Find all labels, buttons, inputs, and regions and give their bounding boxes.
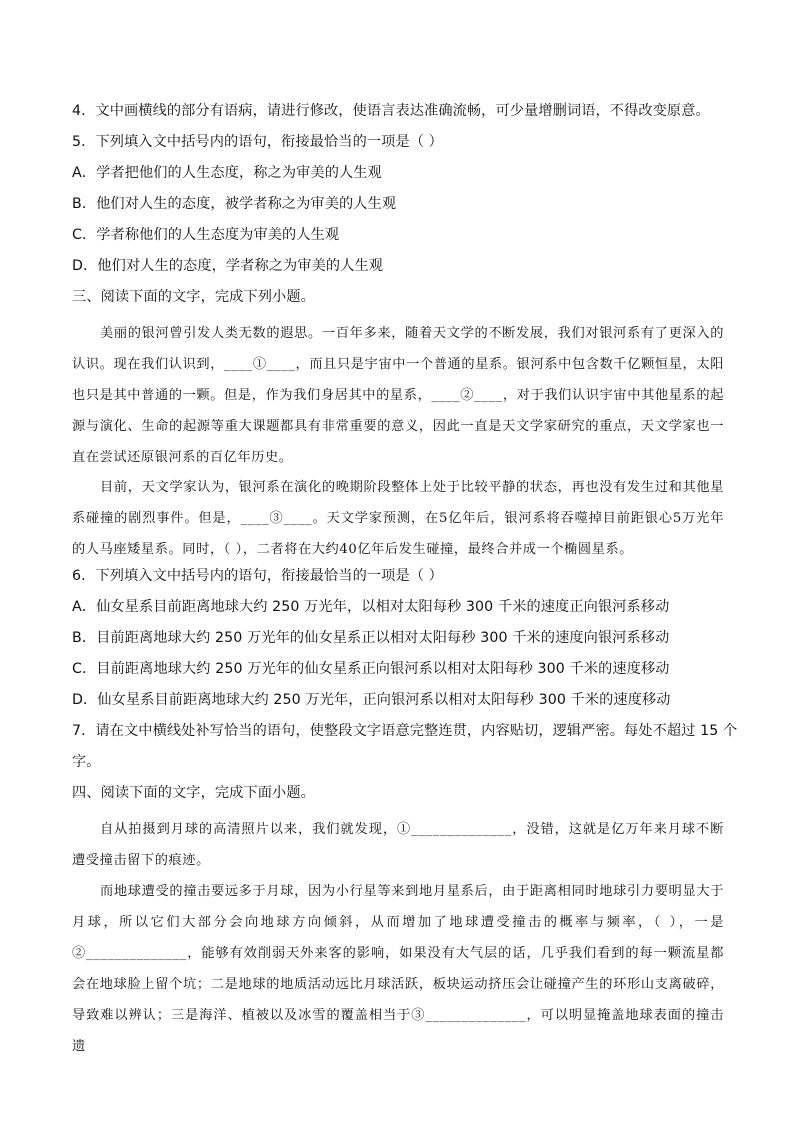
question-6-option-c: C．目前距离地球大约 250 万光年的仙女星系正向银河系以相对太阳每秒 300 千米的速度移动 [72, 661, 670, 677]
section-4-paragraph-1: 自从拍摄到月球的高清照片以来，我们就发现，①______________，没错，这就是亿万年来月球不断遭受撞击留下的痕迹。 [72, 822, 724, 868]
section-4-passage [72, 814, 724, 876]
section-3-passage [72, 318, 724, 473]
question-6-option-b: B．目前距离地球大约 250 万光年的仙女星系正以相对太阳每秒 300 千米的速度向银河系移动 [72, 630, 670, 646]
question-6-stem: 6．下列填入文中括号内的语句，衔接最恰当的一项是（ ） [72, 568, 443, 584]
question-5-stem: 5．下列填入文中括号内的语句，衔接最恰当的一项是（ ） [72, 134, 443, 150]
question-5-option-b: B．他们对人生的态度，被学者称之为审美的人生观 [72, 196, 397, 212]
section-3-paragraph-1: 美丽的银河曾引发人类无数的遐思。一百年多来，随着天文学的不断发展，我们对银河系有了更深入的认识。现在我们认识到，____①____，而且只是宇宙中一个普通的星系。银河系中包含数千亿颗恒星，太阳也只是其中普通的一颗。但是，作为我们身居其中的星系，____②____，对于我们认识宇宙中其他星系的起源与演化、生命的起源等重大课题都具有非常重要的意义，因此一直是天文学家研究的重点，天文学家也一直在尝试还原银河系的百亿年历史。 [72, 326, 724, 465]
question-5-option-a: A．学者把他们的人生态度，称之为审美的人生观 [72, 165, 382, 181]
question-6-option-a: A．仙女星系目前距离地球大约 250 万光年，以相对太阳每秒 300 千米的速度正向银河系移动 [72, 599, 670, 615]
section-3-paragraph-2: 目前，天文学家认为，银河系在演化的晚期阶段整体上处于比较平静的状态，再也没有发生过和其他星系碰撞的剧烈事件。但是，____③____。天文学家预测，在5亿年后，银河系将吞噬掉目前距银心5万光年的人马座矮星系。同时，（ ），二者将在大约40亿年后发生碰撞，最终合并成一个椭圆星系。 [72, 480, 724, 557]
question-5-option-c: C．学者称他们的人生态度为审美的人生观 [72, 227, 340, 243]
question-6-option-d: D．仙女星系目前距离地球大约 250 万光年，正向银河系以相对太阳每秒 300 千米的速度移动 [72, 692, 671, 708]
section-4-heading: 四、阅读下面的文字，完成下面小题。 [72, 785, 315, 801]
section-4-passage-2 [72, 876, 724, 1062]
question-7-line-1: 7．请在文中横线处补写恰当的语句，使整段文字语意完整连贯，内容贴切，逻辑严密。每处不超过 15 个 [72, 723, 738, 739]
question-4: 4．文中画横线的部分有语病，请进行修改，使语言表达准确流畅，可少量增删词语，不得改变原意。 [72, 103, 710, 119]
section-4-paragraph-2: 而地球遭受的撞击要远多于月球，因为小行星等来到地月星系后，由于距离相同时地球引力要明显大于月球，所以它们大部分会向地球方向倾斜，从而增加了地球遭受撞击的概率与频率，（ ），一是②______________，能够有效削弱天外来客的影响，如果没有大气层的话，几乎我们看到的每一颗流星都会在地球脸上留个坑；二是地球的地质活动远比月球活跃，板块运动挤压会让碰撞产生的环形山支离破碎，导致难以辨认；三是海洋、植被以及冰雪的覆盖相当于③______________，可以明显掩盖地球表面的撞击遗 [72, 884, 724, 1054]
section-3-heading: 三、阅读下面的文字，完成下列小题。 [72, 289, 315, 305]
question-7-line-2: 字。 [72, 754, 101, 770]
section-3-passage-2 [72, 472, 724, 565]
question-5-option-d: D．他们对人生的态度，学者称之为审美的人生观 [72, 258, 384, 274]
